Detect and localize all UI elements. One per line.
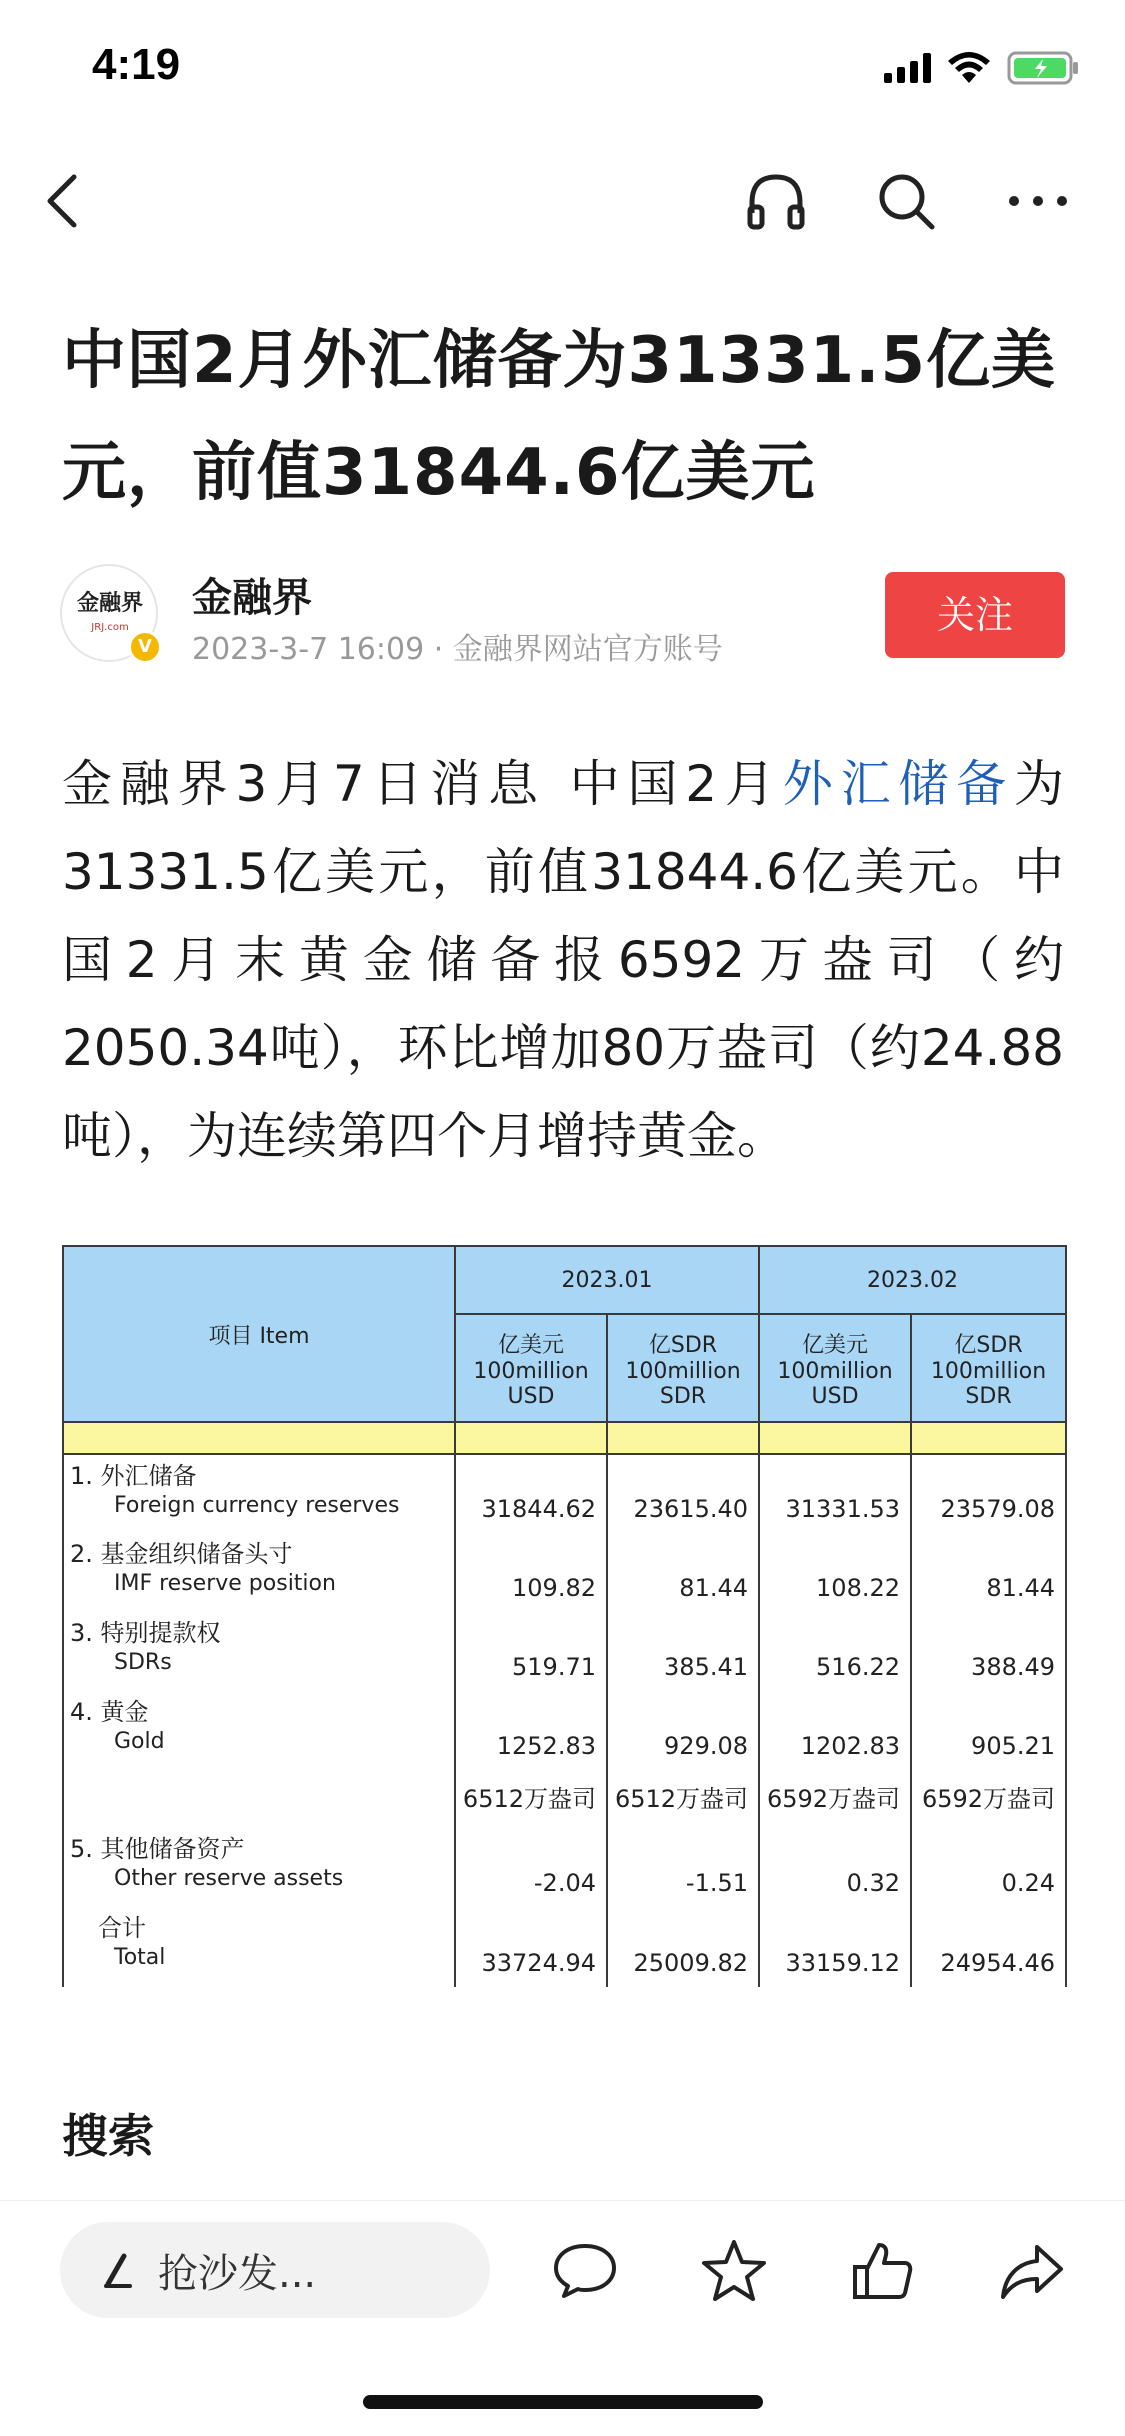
like-icon[interactable] [843,2231,923,2311]
table-header-period: 2023.01 [455,1246,759,1314]
author-row [60,560,1065,680]
wifi-icon [947,51,991,85]
table-cell: 108.22 [759,1533,911,1612]
table-header-unit: 亿SDR 100million SDR [911,1314,1066,1422]
table-cell: 0.24 [911,1828,1066,1907]
star-icon[interactable] [694,2231,774,2311]
status-icons [884,50,1081,86]
table-cell: 1202.83 [759,1691,911,1770]
table-cell: 31844.62 [455,1454,607,1533]
table-header-unit: 亿SDR 100million SDR [607,1314,759,1422]
reserve-data-table-image[interactable] [62,1245,1065,1985]
comment-icon[interactable] [545,2231,625,2311]
author-name[interactable]: 金融界 [192,575,312,621]
table-cell: -1.51 [607,1828,759,1907]
table-cell: 929.08 [607,1691,759,1770]
table-header-period: 2023.02 [759,1246,1066,1314]
table-cell: 31331.53 [759,1454,911,1533]
table-row [63,1691,1066,1770]
comment-placeholder: 抢沙发... [158,2250,317,2297]
author-meta: 2023-3-7 16:09 · 金融界网站官方账号 [192,632,723,667]
home-indicator[interactable] [363,2395,763,2409]
row-label: 4. 黄金 Gold [63,1691,455,1770]
table-row-total [63,1907,1066,1987]
table-cell: 33724.94 [455,1907,607,1987]
table-header-unit: 亿美元 100million USD [455,1314,607,1422]
comment-input[interactable] [60,2222,490,2318]
table-cell: 6592万盎司 [759,1770,911,1828]
row-label: 5. 其他储备资产 Other reserve assets [63,1828,455,1907]
table-cell: -2.04 [455,1828,607,1907]
avatar-logo-subtext: JRJ.com [91,622,129,633]
pen-icon [100,2250,136,2290]
table-cell: 81.44 [607,1533,759,1612]
back-icon[interactable] [26,165,98,237]
row-label: 2. 基金组织储备头寸 IMF reserve position [63,1533,455,1612]
table-cell: 33159.12 [759,1907,911,1987]
row-label: 合计 Total [63,1907,455,1987]
follow-button[interactable]: 关注 [885,572,1065,658]
table-cell: 6512万盎司 [455,1770,607,1828]
table-cell: 0.32 [759,1828,911,1907]
article-body-text-2: 为31331.5亿美元，前值31844.6亿美元。中国2月末黄金储备报6592万盎司（约2050.34吨），环比增加80万盎司（约24.88吨），为连续第四个月增持黄金。 [62,755,1065,1165]
table-row [63,1454,1066,1533]
article-body-text-1: 金融界3月7日消息 中国2月 [62,755,783,813]
verified-badge-icon: V [128,630,162,664]
table-cell: 905.21 [911,1691,1066,1770]
share-icon[interactable] [992,2231,1072,2311]
row-label: 3. 特别提款权 SDRs [63,1612,455,1691]
table-cell: 109.82 [455,1533,607,1612]
table-row [63,1533,1066,1612]
table-cell: 388.49 [911,1612,1066,1691]
table-cell: 6512万盎司 [607,1770,759,1828]
table-cell: 25009.82 [607,1907,759,1987]
table-cell: 1252.83 [455,1691,607,1770]
table-band-row [63,1422,1066,1454]
nav-bar [0,140,1125,260]
table-row [63,1828,1066,1907]
table-cell: 519.71 [455,1612,607,1691]
article-body [62,740,1064,1180]
table-cell: 24954.46 [911,1907,1066,1987]
table-cell: 23615.40 [607,1454,759,1533]
table-cell: 23579.08 [911,1454,1066,1533]
row-label [63,1770,455,1828]
search-icon[interactable] [870,165,942,237]
table-row [63,1770,1066,1828]
avatar-logo-text: 金融界 [76,591,143,616]
table-cell: 385.41 [607,1612,759,1691]
headphones-icon[interactable] [740,165,812,237]
row-label: 1. 外汇储备 Foreign currency reserves [63,1454,455,1533]
search-section-heading: 搜索 [62,2109,154,2163]
table-row [63,1612,1066,1691]
more-icon[interactable] [1002,165,1074,237]
status-bar [0,0,1125,140]
forex-reserve-link[interactable]: 外汇储备 [782,755,1015,813]
battery-icon [1007,50,1081,86]
table-cell: 81.44 [911,1533,1066,1612]
status-time: 4:19 [92,40,181,89]
article-title: 中国2月外汇储备为31331.5亿美元，前值31844.6亿美元 [62,324,1057,510]
table-cell: 6592万盎司 [911,1770,1066,1828]
cellular-signal-icon [884,53,931,83]
reserve-data-table [62,1245,1067,1987]
table-cell: 516.22 [759,1612,911,1691]
table-header-unit: 亿美元 100million USD [759,1314,911,1422]
table-header-item: 项目 Item [63,1246,455,1422]
